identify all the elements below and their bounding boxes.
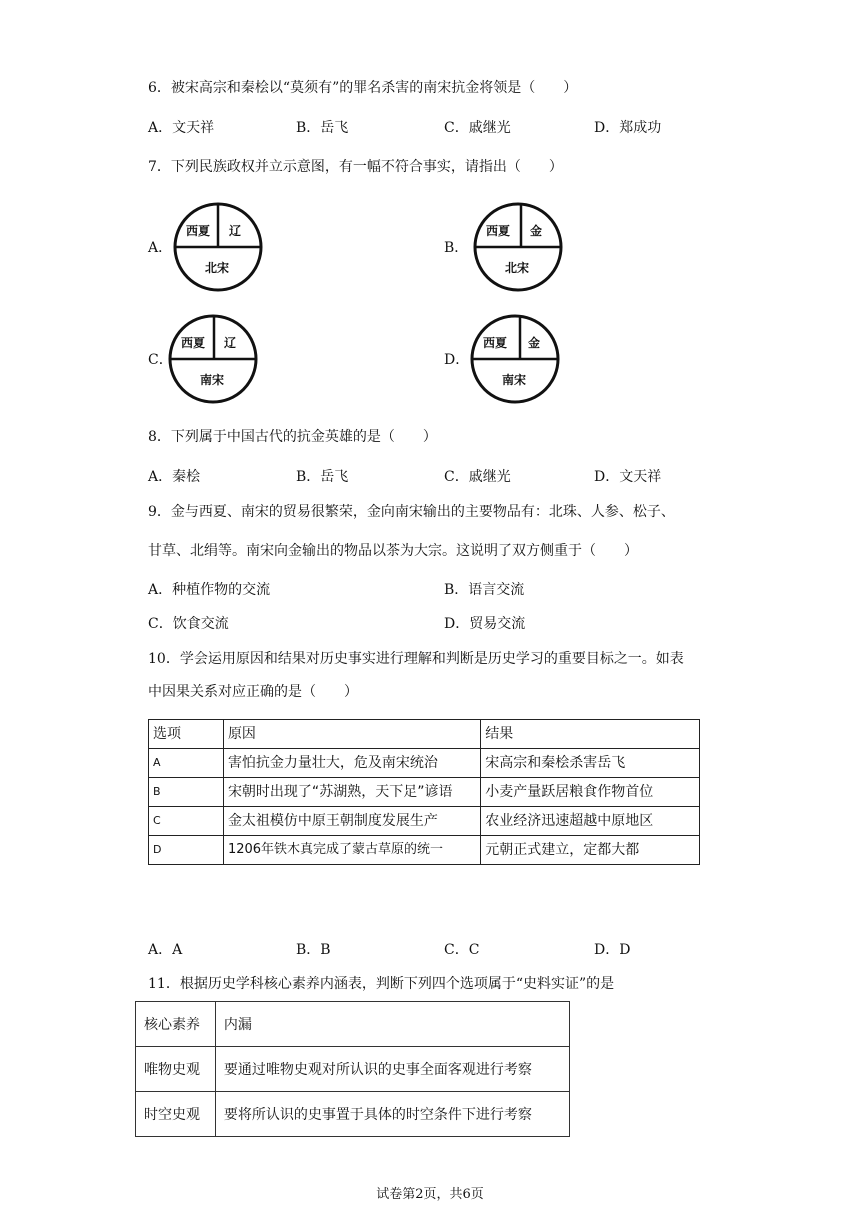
- q9-option-a[interactable]: A．种植作物的交流: [148, 582, 271, 598]
- table-row: [136, 1092, 570, 1137]
- q8-option-b[interactable]: B．岳飞: [296, 469, 349, 485]
- table-cell: 宋朝时出现了“苏湖熟，天下足”谚语: [223, 778, 480, 807]
- q7-option-a-diagram[interactable]: [173, 202, 263, 292]
- q7-option-c-letter[interactable]: C．: [148, 352, 173, 368]
- q8-option-a[interactable]: A．秦桧: [148, 469, 201, 485]
- question-11-stem: 11．根据历史学科核心素养内涵表，判断下列四个选项属于“史料实证”的是: [148, 976, 615, 992]
- table-row: [149, 836, 700, 865]
- table-cell: D: [149, 836, 224, 865]
- q6-option-a[interactable]: A．文天祥: [148, 120, 215, 136]
- q9-option-b[interactable]: B．语言交流: [444, 582, 525, 598]
- regime-circle-icon: [168, 314, 258, 404]
- table-cell: 时空史观: [136, 1092, 216, 1137]
- page-footer: 试卷第2页，共6页: [376, 1187, 484, 1202]
- q8-option-d[interactable]: D．文天祥: [594, 469, 662, 485]
- q8-option-c[interactable]: C．戚继光: [444, 469, 511, 485]
- table-cell: C: [149, 807, 224, 836]
- table-row: [149, 807, 700, 836]
- table-cell: B: [149, 778, 224, 807]
- table-header-cell: 核心素养: [136, 1002, 216, 1047]
- q7-c-bottom-label: 南宋: [200, 373, 225, 387]
- table-cell: 农业经济迅速超越中原地区: [481, 807, 700, 836]
- q6-option-c[interactable]: C．戚继光: [444, 120, 511, 136]
- q10-option-b[interactable]: B．B: [296, 942, 331, 958]
- q7-b-right-label: 金: [530, 224, 543, 238]
- q6-option-d[interactable]: D．郑成功: [594, 120, 662, 136]
- q7-option-a-letter[interactable]: A．: [148, 240, 173, 256]
- q7-b-left-label: 西夏: [486, 224, 511, 238]
- q7-d-bottom-label: 南宋: [502, 373, 527, 387]
- q7-option-d-letter[interactable]: D．: [444, 352, 470, 368]
- table-header-cell: 选项: [149, 720, 224, 749]
- regime-circle-icon: [470, 314, 560, 404]
- q10-option-c[interactable]: C．C: [444, 942, 480, 958]
- q9-option-d[interactable]: D．贸易交流: [444, 616, 526, 632]
- q7-option-d-diagram[interactable]: [470, 314, 560, 404]
- table-cell: 要通过唯物史观对所认识的史事全面客观进行考察: [215, 1047, 569, 1092]
- q7-option-b-letter[interactable]: B．: [444, 240, 469, 256]
- table-cell: 宋高宗和秦桧杀害岳飞: [481, 749, 700, 778]
- table-cell: 元朝正式建立，定都大都: [481, 836, 700, 865]
- table-row: [149, 778, 700, 807]
- table-cell: 小麦产量跃居粮食作物首位: [481, 778, 700, 807]
- table-cell: 害怕抗金力量壮大，危及南宋统治: [223, 749, 480, 778]
- table-header-row: [149, 720, 700, 749]
- core-literacy-table: [135, 1001, 570, 1137]
- q7-a-bottom-label: 北宋: [205, 261, 230, 275]
- q9-option-c[interactable]: C．饮食交流: [148, 616, 229, 632]
- question-8-stem: 8．下列属于中国古代的抗金英雄的是（ ）: [148, 429, 437, 445]
- table-cell: 要将所认识的史事置于具体的时空条件下进行考察: [215, 1092, 569, 1137]
- table-header-cell: 内漏: [215, 1002, 569, 1047]
- table-row: [136, 1047, 570, 1092]
- question-10-stem-line-1: 10．学会运用原因和结果对历史事实进行理解和判断是历史学习的重要目标之一。如表: [148, 651, 684, 667]
- q7-c-right-label: 辽: [224, 336, 237, 350]
- q6-option-b[interactable]: B．岳飞: [296, 120, 349, 136]
- table-header-row: [136, 1002, 570, 1047]
- q7-option-c-diagram[interactable]: [168, 314, 258, 404]
- table-cell: 1206年铁木真完成了蒙古草原的统一: [223, 836, 480, 865]
- q10-option-a[interactable]: A．A: [148, 942, 183, 958]
- table-cell: 唯物史观: [136, 1047, 216, 1092]
- table-row: [149, 749, 700, 778]
- q7-c-left-label: 西夏: [181, 336, 206, 350]
- cause-effect-table: [148, 719, 700, 865]
- question-9-stem-line-2: 甘草、北绢等。南宋向金输出的物品以茶为大宗。这说明了双方侧重于（ ）: [148, 543, 638, 559]
- regime-circle-icon: [473, 202, 563, 292]
- q7-b-bottom-label: 北宋: [505, 261, 530, 275]
- q7-a-right-label: 辽: [229, 224, 242, 238]
- q10-option-d[interactable]: D．D: [594, 942, 631, 958]
- regime-circle-icon: [173, 202, 263, 292]
- question-6-stem: 6．被宋高宗和秦桧以“莫须有”的罪名杀害的南宋抗金将领是（ ）: [148, 80, 578, 96]
- q7-a-left-label: 西夏: [186, 224, 211, 238]
- table-header-cell: 结果: [481, 720, 700, 749]
- question-9-stem-line-1: 9．金与西夏、南宋的贸易很繁荣，金向南宋输出的主要物品有：北珠、人参、松子、: [148, 504, 675, 520]
- table-header-cell: 原因: [223, 720, 480, 749]
- table-cell: A: [149, 749, 224, 778]
- question-10-stem-line-2: 中因果关系对应正确的是（ ）: [148, 684, 358, 700]
- q7-option-b-diagram[interactable]: [473, 202, 563, 292]
- question-7-stem: 7．下列民族政权并立示意图，有一幅不符合事实，请指出（ ）: [148, 159, 563, 175]
- q7-d-right-label: 金: [528, 336, 541, 350]
- table-cell: 金太祖模仿中原王朝制度发展生产: [223, 807, 480, 836]
- q7-d-left-label: 西夏: [483, 336, 508, 350]
